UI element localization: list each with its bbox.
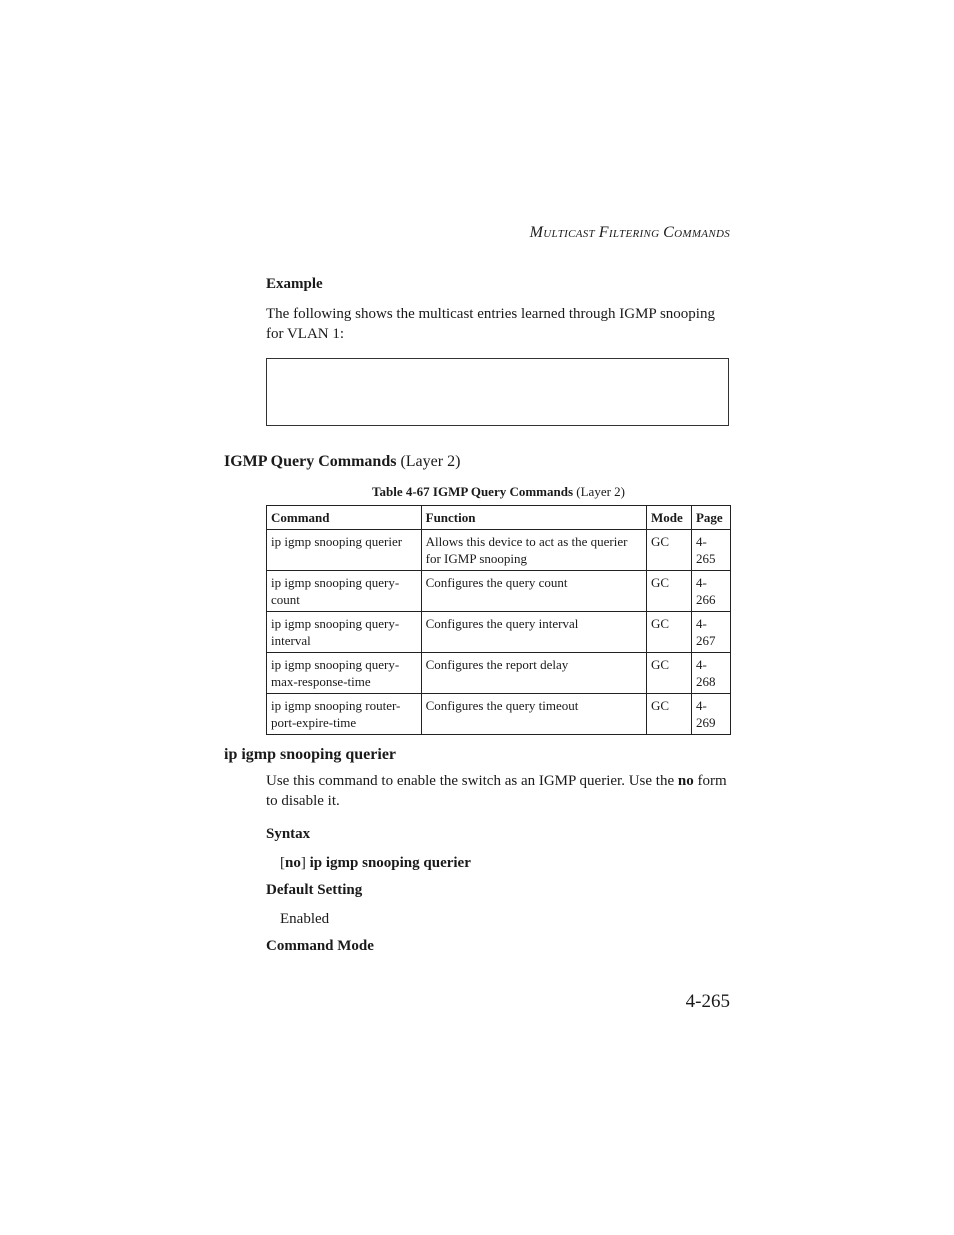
cell-mode: GC <box>647 571 692 612</box>
table-header-row <box>267 506 731 530</box>
example-output-box <box>266 358 729 426</box>
default-setting-value: Enabled <box>280 911 330 927</box>
syntax-line: [no] ip igmp snooping querier <box>280 855 471 871</box>
header-mode: Mode <box>647 506 692 530</box>
cell-page: 4-269 <box>691 694 730 735</box>
table-row <box>267 612 731 653</box>
default-setting-heading: Default Setting <box>266 882 363 898</box>
cell-mode: GC <box>647 530 692 571</box>
cell-function: Configures the query timeout <box>421 694 646 735</box>
cell-page: 4-266 <box>691 571 730 612</box>
header-command: Command <box>267 506 422 530</box>
table-row <box>267 694 731 735</box>
header-page: Page <box>691 506 730 530</box>
example-text: The following shows the multicast entries learned through IGMP snooping for VLAN 1: <box>266 306 715 342</box>
section-heading: IGMP Query Commands (Layer 2) <box>224 453 461 470</box>
table-row <box>267 530 731 571</box>
cell-mode: GC <box>647 612 692 653</box>
command-title: ip igmp snooping querier <box>224 746 397 763</box>
cell-mode: GC <box>647 694 692 735</box>
header-function: Function <box>421 506 646 530</box>
cell-function: Configures the report delay <box>421 653 646 694</box>
example-heading: Example <box>266 276 323 292</box>
command-mode-heading: Command Mode <box>266 938 374 954</box>
cell-page: 4-265 <box>691 530 730 571</box>
cell-function: Allows this device to act as the querier for IGMP snooping <box>421 530 646 571</box>
cell-mode: GC <box>647 653 692 694</box>
cell-command: ip igmp snooping query-interval <box>267 612 422 653</box>
table-row <box>267 571 731 612</box>
cell-page: 4-268 <box>691 653 730 694</box>
table-caption: Table 4-67 IGMP Query Commands (Layer 2) <box>372 484 625 499</box>
cell-command: ip igmp snooping query-max-response-time <box>267 653 422 694</box>
cell-command: ip igmp snooping query-count <box>267 571 422 612</box>
igmp-query-commands-table <box>266 505 731 735</box>
syntax-heading: Syntax <box>266 826 311 842</box>
cell-command: ip igmp snooping router-port-expire-time <box>267 694 422 735</box>
running-head: MULTICAST FILTERING COMMANDS <box>529 224 730 241</box>
table-row <box>267 653 731 694</box>
cell-page: 4-267 <box>691 612 730 653</box>
command-description: Use this command to enable the switch as an IGMP querier. Use the no form to disable it. <box>266 773 727 809</box>
cell-command: ip igmp snooping querier <box>267 530 422 571</box>
page-number: 4-265 <box>685 991 730 1012</box>
cell-function: Configures the query interval <box>421 612 646 653</box>
cell-function: Configures the query count <box>421 571 646 612</box>
